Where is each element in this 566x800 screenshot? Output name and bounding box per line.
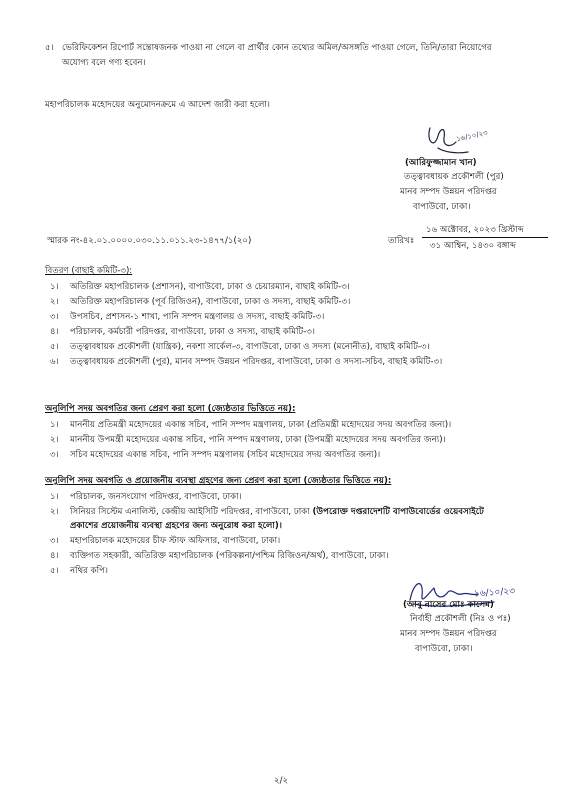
list-item-number: ৫। [50,566,59,576]
signatory-1-designation: তত্ত্বাবধায়ক প্রকৌশলী (পুর) [404,172,504,182]
signatory-1-name: (আরিফুজ্জামান খান) [405,158,477,168]
list-item: উপসচিব, প্রশাসন-১ শাখা, পানি সম্পদ মন্ত্রণালয় ও সদস্য, বাছাই কমিটি-৩। [70,312,325,322]
condition-item-number: ৫। [45,43,54,53]
list-item-number: ৩। [50,536,59,546]
signatory-2-office: মানব সম্পদ উন্নয়ন পরিদপ্তর [400,629,497,639]
list-item-bold-text: (উপরোক্ত দপ্তরাদেশটি বাপাউবোর্ডের ওয়েবসাইটে [312,507,484,517]
list-item: মহাপরিচালক মহোদয়ের চীফ স্টাফ অফিসার, বাপাউবো, ঢাকা। [70,536,281,546]
memo-date-divider [422,237,548,238]
signatory-2-designation: নির্বাহী প্রকৌশলী (নিঃ ও পঃ) [410,614,511,624]
list-item: অতিরিক্ত মহাপরিচালক (প্রশাসন), বাপাউবো, ঢাকা ও চেয়ারম্যান, বাছাই কমিটি-৩। [70,282,350,292]
list-item: মাননীয় উপমন্ত্রী মহোদয়ের একান্ত সচিব, পানি সম্পদ মন্ত্রণালয়, ঢাকা (উপমন্ত্রী মহোদয়ের সদয় অবগতির জন্য)। [70,435,446,445]
approval-line: মহাপরিচালক মহোদয়ের অনুমোদনক্রমে এ আদেশ জারী করা হলো। [45,100,270,110]
memo-number: স্মারক নং-৪২.০১.০০০০.০৩০.১১.০১১.২৩-১৪৭৭/১(২০) [47,236,252,246]
signatory-1-office: মানব সম্পদ উন্নয়ন পরিদপ্তর [400,187,497,197]
list-item-number: ২। [50,435,59,445]
list-item: অতিরিক্ত মহাপরিচালক (পূর্ব রিজিওন), বাপাউবো, ঢাকা ও সদস্য, বাছাই কমিটি-৩। [70,297,351,307]
condition-item-line2: অযোগ্য বলে গণ্য হবেন। [62,58,146,68]
list-item [70,507,484,518]
signatory-2-location: বাপাউবো, ঢাকা। [415,644,473,654]
list-item-number: ২। [50,297,59,307]
list-item: পরিচালক, জনসংযোগ পরিদপ্তর, বাপাউবো, ঢাকা। [70,492,242,502]
condition-item-line1: ভেরিফিকেশন রিপোর্ট সন্তোষজনক পাওয়া না গেলে বা প্রার্থীর কোন তথ্যের অমিল/অসঙ্গতি পাওয়া গেলে, তিনি/তারা নিয়োগের [62,43,492,53]
list-item-number: ৩। [50,450,59,460]
memo-date-bangla: ৩১ আশ্বিন, ১৪৩০ বঙ্গাব্দ [430,241,516,251]
signature-1-date: ১৬/১০/২৩ [455,128,489,144]
list-item-number: ৩। [50,312,59,322]
memo-date-label: তারিখঃ [388,236,415,246]
list-item: তত্ত্বাবধায়ক প্রকৌশলী (পুর), মানব সম্পদ উন্নয়ন পরিদপ্তর, বাপাউবো, ঢাকা ও সদস্য-সচিব, বাছাই কমিটি-৩। [70,357,443,367]
list-item-number: ৬। [50,357,59,367]
list-item: নথির কপি। [70,566,108,576]
list-item-number: ১। [50,492,59,502]
list-item: সচিব মহোদয়ের একান্ত সচিব, পানি সম্পদ মন্ত্রণালয় (সচিব মহোদয়ের সদয় অবগতির জন্য)। [70,450,381,460]
page-number: ২/২ [274,776,289,786]
list-item: মাননীয় প্রতিমন্ত্রী মহোদয়ের একান্ত সচিব, পানি সম্পদ মন্ত্রণালয়, ঢাকা (প্রতিমন্ত্রী মহোদয়ের সদয় অবগতির জন্য)। [70,420,452,430]
list-item-number: ৪। [50,327,59,337]
signatory-2-name: (আবু নাসের মোঃ কাসেম) [403,600,494,610]
distribution-heading: বিতরণ (বাছাই কমিটি-৩): [45,266,133,276]
signatory-1-location: বাপাউবো, ঢাকা। [413,202,471,212]
list-item: পরিচালক, কর্মচারী পরিদপ্তর, বাপাউবো, ঢাকা ও সদস্য, বাছাই কমিটি-৩। [70,327,315,337]
list-item-number: ১। [50,282,59,292]
list-item-number: ৪। [50,551,59,561]
list-item: ব্যক্তিগত সহকারী, অতিরিক্ত মহাপরিচালক (পরিকল্পনা/পশ্চিম রিজিওন/অর্থ), বাপাউবো, ঢাকা। [70,551,389,561]
signature-2-date: ১৬/১০/২৩ [473,586,516,600]
list-item-number: ৫। [50,342,59,352]
copy-action-heading: অনুলিপি সদয় অবগতি ও প্রয়োজনীয় ব্যবস্থা গ্রহণের জন্য প্রেরণ করা হলো (জ্যেষ্ঠতার ভিত্তিতে নয়): [45,476,392,486]
copy-info-heading: অনুলিপি সদয় অবগতির জন্য প্রেরণ করা হলো (জ্যেষ্ঠতার ভিত্তিতে নয়): [45,404,296,414]
list-item: তত্ত্বাবধায়ক প্রকৌশলী (যান্ত্রিক), নকশা সার্কেল-৩, বাপাউবো, ঢাকা ও সদস্য (মনোনীত), বাছাই কমিটি-৩। [70,342,430,352]
list-item-continuation: প্রকাশের প্রয়োজনীয় ব্যবস্থা গ্রহণের জন্য অনুরোধ করা হলো)। [70,521,282,531]
list-item-text: সিনিয়র সিস্টেম এনালিস্ট, কেন্দ্রীয় আইসিটি পরিদপ্তর, বাপাউবো, ঢাকা [70,507,313,517]
list-item-number: ১। [50,420,59,430]
list-item-number: ২। [50,507,59,517]
memo-date-gregorian: ১৬ অক্টোবর, ২০২৩ খ্রিস্টাব্দ [426,225,524,235]
